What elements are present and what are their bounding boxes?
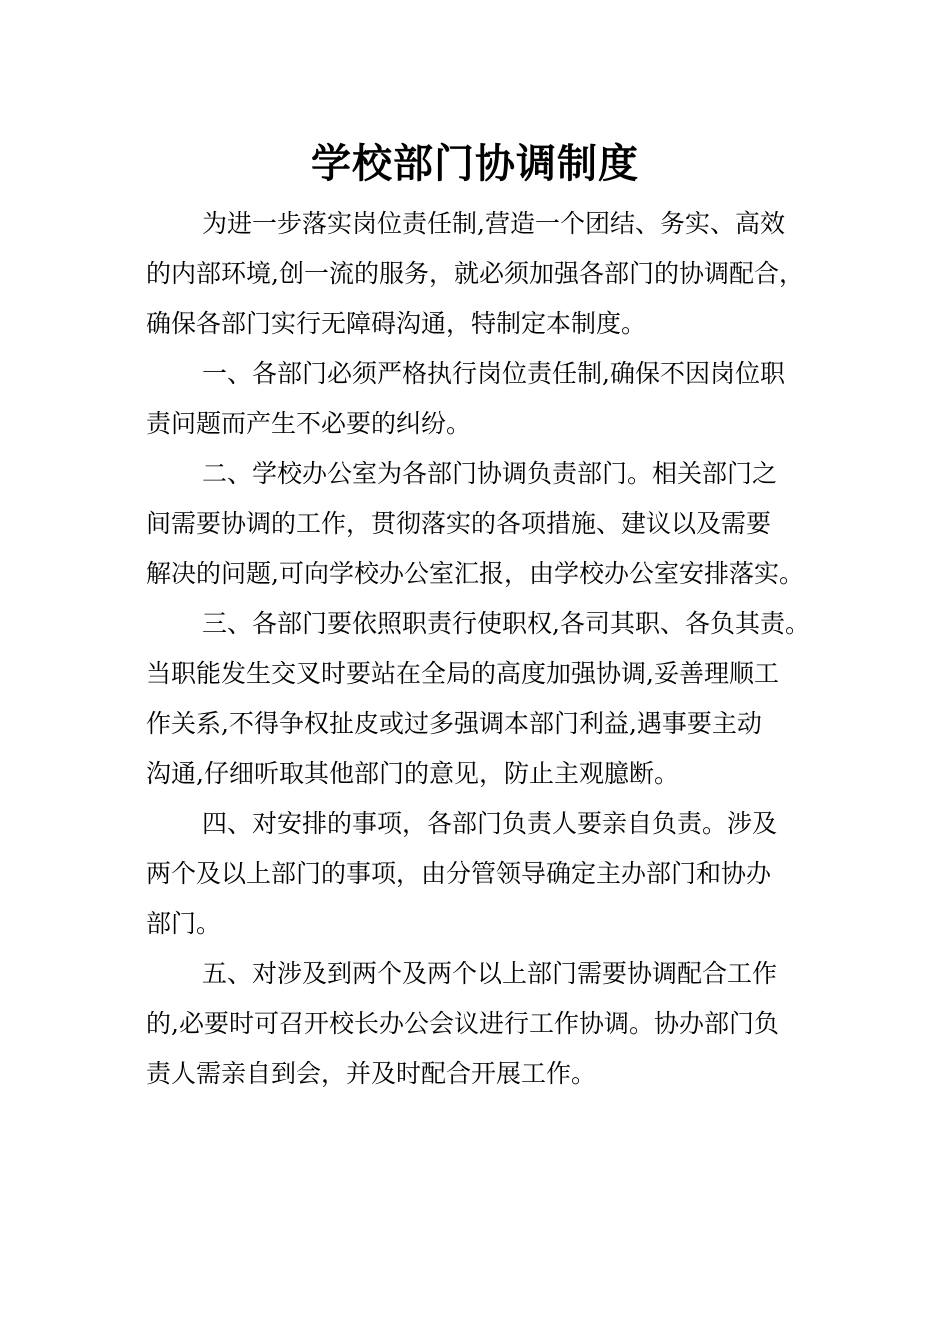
paragraph-2-line-2: 责问题而产生不必要的纠纷。	[146, 409, 472, 438]
paragraph-3-line-2: 间需要协调的工作，贯彻落实的各项措施、建议以及需要	[146, 509, 772, 538]
paragraph-1-line-1: 为进一步落实岗位责任制,营造一个团结、务实、高效	[202, 209, 785, 238]
paragraph-4-line-4: 沟通,仔细听取其他部门的意见，防止主观臆断。	[146, 759, 679, 788]
paragraph-5-line-2: 两个及以上部门的事项，由分管领导确定主办部门和协办	[146, 859, 772, 888]
paragraph-4-line-1: 三、各部门要依照职责行使职权,各司其职、各负其责。	[202, 609, 810, 638]
paragraph-6-line-1: 五、对涉及到两个及两个以上部门需要协调配合工作	[202, 959, 778, 988]
paragraph-2-line-1: 一、各部门必须严格执行岗位责任制,确保不因岗位职	[202, 359, 785, 388]
paragraph-4-line-3: 作关系,不得争权扯皮或过多强调本部门利益,遇事要主动	[146, 709, 762, 738]
paragraph-5-line-1: 四、对安排的事项，各部门负责人要亲自负责。涉及	[202, 809, 778, 838]
paragraph-5-line-3: 部门。	[146, 909, 222, 938]
paragraph-1-line-2: 的内部环境,创一流的服务，就必须加强各部门的协调配合，	[146, 259, 804, 288]
document-title: 学校部门协调制度	[311, 140, 639, 187]
paragraph-4-line-2: 当职能发生交叉时要站在全局的高度加强协调,妥善理顺工	[146, 659, 779, 688]
paragraph-3-line-1: 二、学校办公室为各部门协调负责部门。相关部门之	[202, 459, 778, 488]
paragraph-6-line-2: 的,必要时可召开校长办公会议进行工作协调。协办部门负	[146, 1009, 779, 1038]
paragraph-1-line-3: 确保各部门实行无障碍沟通，特制定本制度。	[146, 309, 647, 338]
paragraph-3-line-3: 解决的问题,可向学校办公室汇报，由学校办公室安排落实。	[146, 559, 804, 588]
paragraph-6-line-3: 责人需亲自到会，并及时配合开展工作。	[146, 1059, 597, 1088]
